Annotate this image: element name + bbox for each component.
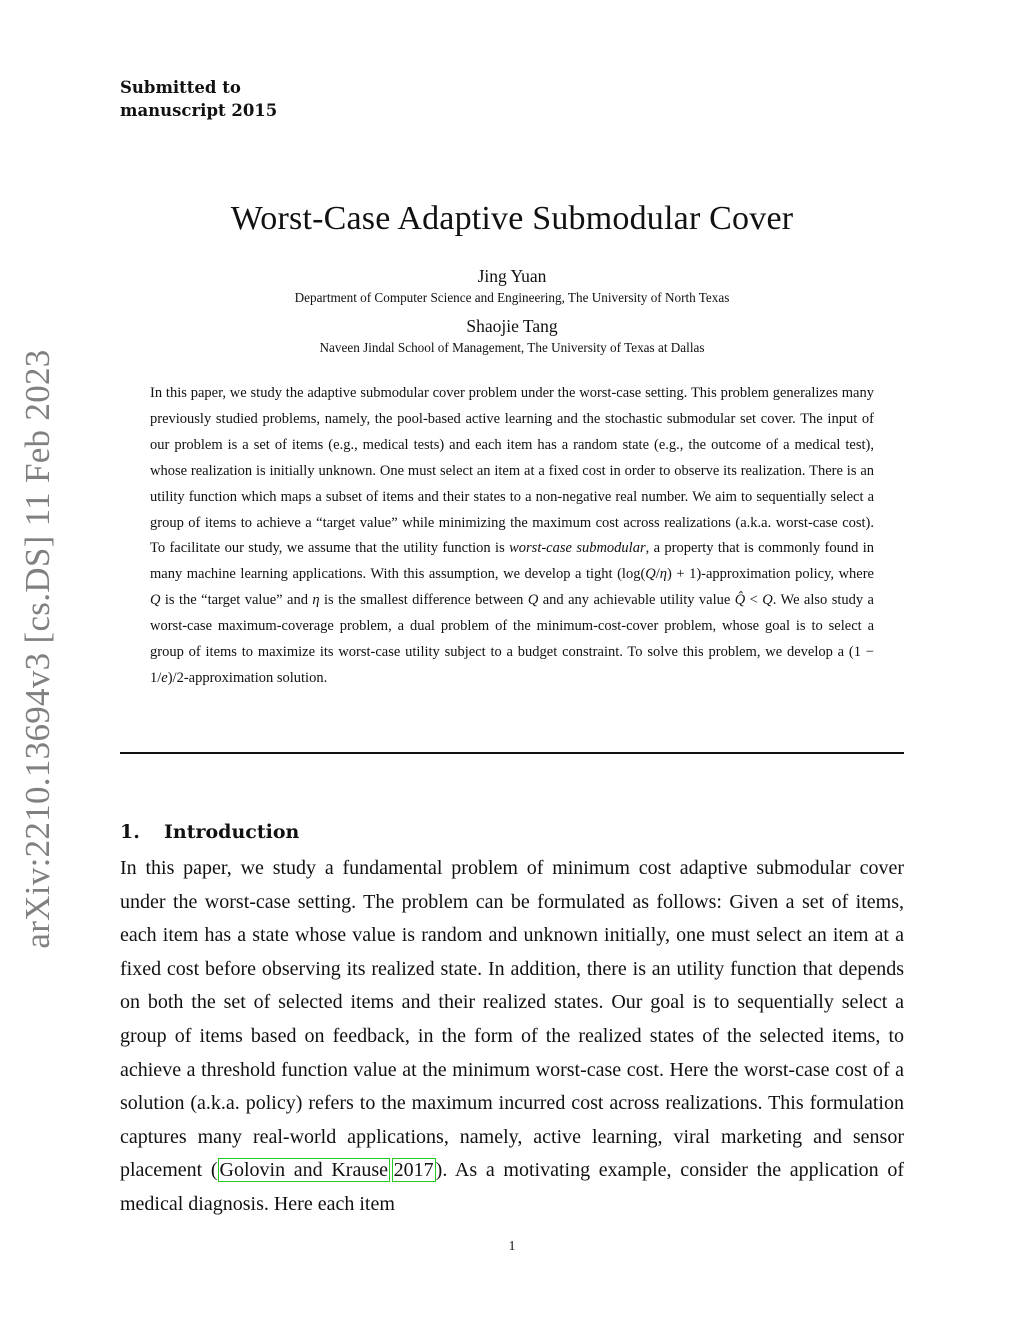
manuscript-label: manuscript 2015 [120,101,278,120]
author-name: Shaojie Tang [466,316,558,336]
abstract-text: )/2-approximation solution. [167,669,328,686]
abstract-text: . We also study a worst-case maximum-coverage problem, a dual problem of the minimum-cost-cover problem, whose goal is to select a group of items to maximize its worst-case utility subject to a budget constraint. To solve this problem, we develop a (1 − 1/ [150,592,874,686]
abstract [150,381,874,692]
citation-year: 2017 [393,1159,434,1182]
submission-header [120,76,277,122]
arxiv-identifier: arXiv:2210.13694v3 [cs.DS] 11 Feb 2023 [18,349,57,949]
introduction-body [120,852,904,1222]
math-symbol: Q̂ [734,592,746,609]
abstract-divider [120,752,904,754]
abstract-text: ) + 1)-approximation policy, where [667,566,874,583]
citation-link[interactable] [218,1158,390,1182]
section-title: Introduction [164,821,300,843]
abstract-text: , a property that is commonly found in many machine learning applications. With this assumption, we develop a tight (log( [150,540,874,583]
section-number: 1. [120,821,140,843]
arxiv-sidebar [16,349,60,949]
math-symbol: η [312,592,320,609]
author-affiliation: Naveen Jindal School of Management, The University of Texas at Dallas [319,340,705,355]
abstract-text: is the smallest difference between [319,592,528,609]
page-number: 1 [508,1238,516,1253]
math-symbol: < [745,592,763,609]
paper-title: Worst-Case Adaptive Submodular Cover [230,200,794,237]
math-symbol: e [161,669,168,686]
citation-authors: Golovin and Krause [219,1159,388,1182]
math-symbol: η [659,566,667,583]
abstract-text: In this paper, we study the adaptive submodular cover problem under the worst-case setting. This problem generalizes many previously studied problems, namely, the pool-based active learning and the stochastic submodular set cover. The input of our problem is a set of items (e.g., medical tests) and each item has a random state (e.g., the outcome of a medical test), whose realization is initially unknown. One must select an item at a fixed cost in order to observe its realization. There is an utility function which maps a subset of items and their states to a non-negative real number. We aim to sequentially select a group of items to achieve a “target value” while minimizing the maximum cost across realizations (a.k.a. worst-case cost). To facilitate our study, we assume that the utility function is [150,385,874,557]
abstract-text: and any achievable utility value [538,592,735,609]
body-text: In this paper, we study a fundamental problem of minimum cost adaptive submodular cover under the worst-case setting. The problem can be formulated as follows: Given a set of items, each item has a state whose value is random and unknown initially, one must select an item at a fixed cost before observing its realized state. In addition, there is an utility function that depends on both the set of selected items and their realized states. Our goal is to sequentially select a group of items based on feedback, in the form of the realized states of the selected items, to achieve a threshold function value at the minimum worst-case cost. Here the worst-case cost of a solution (a.k.a. policy) refers to the maximum incurred cost across realizations. This formulation captures many real-world applications, namely, active learning, viral marketing and sensor placement ( [120,857,904,1182]
math-symbol: Q [645,566,656,583]
submitted-to-label: Submitted to [120,78,241,97]
citation-year-link[interactable] [392,1158,436,1182]
author-name: Jing Yuan [477,266,547,286]
abstract-text: is the “target value” and [160,592,313,609]
body-text: ). As a motivating example, consider the application of medical diagnosis. Here each item [120,1159,904,1215]
math-symbol: Q [150,592,161,609]
abstract-italic-term: worst-case submodular [509,540,646,557]
section-heading [120,821,299,843]
math-symbol: / [655,566,660,583]
math-symbol: Q [762,592,773,609]
math-symbol: Q [527,592,539,609]
author-affiliation: Department of Computer Science and Engineering, The University of North Texas [294,290,730,305]
